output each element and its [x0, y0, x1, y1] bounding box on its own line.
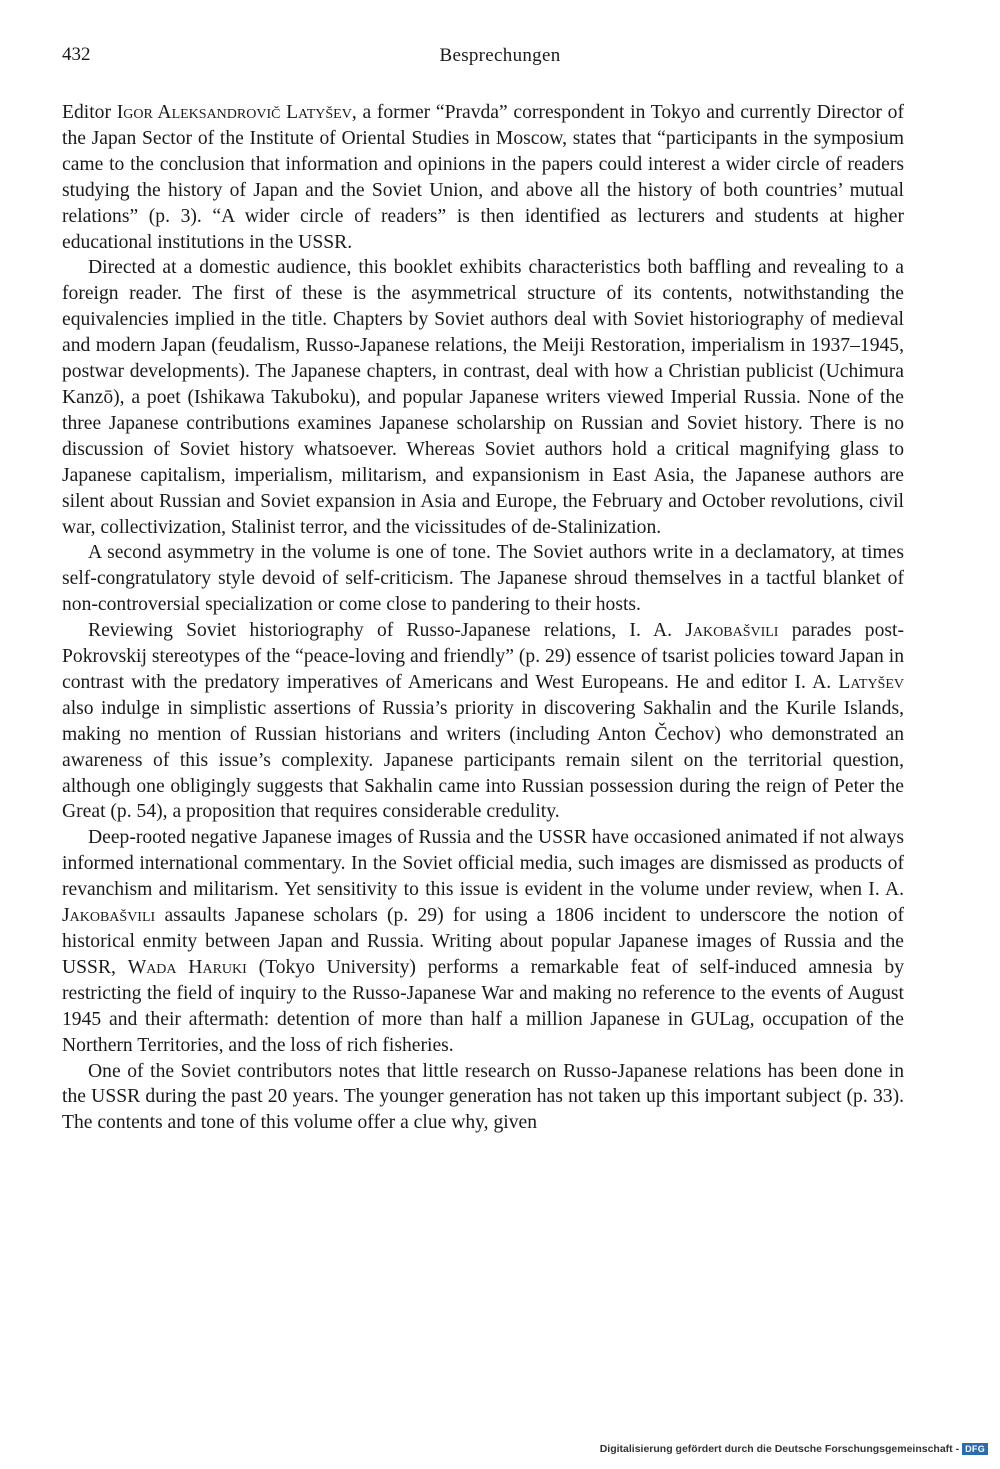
- paragraph: [62, 618, 904, 825]
- paragraph: [62, 255, 904, 540]
- author-name: Wada Haruki: [127, 956, 247, 978]
- paragraph-text: parades post-Pokrovskij stereotypes of the “peace-loving and friendly” (p. 29) essence of tsarist policies toward Japan in contrast with the predatory imperatives of Americans and West Europeans. He and editor I. A.: [62, 620, 904, 693]
- paragraph: [62, 825, 904, 1058]
- paragraph: [62, 540, 904, 618]
- paragraph-text: One of the Soviet contributors notes that little research on Russo-Japanese relations has been done in the USSR during the past 20 years. The younger generation has not taken up this important subject (p. 33). The contents and tone of this volume offer a clue why, given: [62, 1060, 904, 1134]
- digitization-credit: [600, 1443, 988, 1455]
- paragraph-text: assaults Japanese scholars (p. 29) for using a 1806 incident to underscore the notion of historical enmity between Japan and Russia. Writing about popular Japanese images of Russia and the USSR,: [62, 905, 904, 978]
- paragraph-text: , a former “Pravda” correspondent in Tokyo and currently Director of the Japan Sector of the Institute of Oriental Studies in Moscow, states that “participants in the symposium came to the conclusion that information and opinions in the papers could interest a wider circle of readers studying the history of Japan and the Soviet Union, and above all the history of both countries’ mutual relations” (p. 3). “A wider circle of readers” is then identified as lecturers and students at higher educational institutions in the USSR.: [62, 102, 905, 253]
- running-head: Besprechungen: [439, 45, 561, 66]
- article-body: [62, 100, 904, 1136]
- page-number: 432: [62, 44, 91, 65]
- author-name: Jakobašvili: [62, 905, 156, 927]
- author-name: Igor Aleksandrovič Latyšev: [116, 102, 352, 123]
- credit-text: Digitalisierung gefördert durch die Deutsche Forschungsgemeinschaft -: [599, 1443, 960, 1455]
- dfg-logo: DFG: [962, 1443, 988, 1455]
- paragraph-text: Reviewing Soviet historiography of Russo-Japanese relations, I. A.: [88, 620, 686, 642]
- paragraph-text: also indulge in simplistic assertions of Russia’s priority in discovering Sakhalin and the Kurile Islands, making no mention of Russian historians and writers (including Anton Čechov) who demonstrated an awareness of this issue’s complexity. Japanese participants remain silent on the territorial question, although one obligingly suggests that Sakhalin came into Russian possession during the reign of Peter the Great (p. 54), a proposition that requires considerable credulity.: [62, 697, 904, 823]
- paragraph-text: Editor: [62, 102, 117, 123]
- paragraph: [62, 100, 904, 255]
- paragraph: [62, 1059, 904, 1137]
- paragraph-text: (Tokyo University) performs a remarkable feat of self-induced amnesia by restricting the field of inquiry to the Russo-Japanese War and making no reference to the events of August 1945 and their aftermath: detention of more than half a million Japanese in GULag, occupation of the Northern Territories, and the loss of rich fisheries.: [62, 956, 904, 1056]
- paragraph-text: Deep-rooted negative Japanese images of Russia and the USSR have occasioned animated if not always informed international commentary. In the Soviet official media, such images are dismissed as products of revanchism and militarism. Yet sensitivity to this issue is evident in the volume under review, when I. A.: [62, 827, 904, 901]
- paragraph-text: Directed at a domestic audience, this booklet exhibits characteristics both baffling and revealing to a foreign reader. The first of these is the asymmetrical structure of its contents, notwithstanding the equivalencies implied in the title. Chapters by Soviet authors deal with Soviet historiography of medieval and modern Japan (feudalism, Russo-Japanese relations, the Meiji Restoration, imperialism in 1937–1945, postwar developments). The Japanese chapters, in contrast, deal with how a Christian publicist (Uchimura Kanzō), a poet (Ishikawa Takuboku), and popular Japanese writers viewed Imperial Russia. None of the three Japanese contributions examines Japanese scholarship on Russian and Soviet history. There is no discussion of Soviet history whatsoever. Whereas Soviet authors hold a critical magnifying glass to Japanese capitalism, imperialism, militarism, and expansionism in East Asia, the Japanese authors are silent about Russian and Soviet expansion in Asia and Europe, the February and October revolutions, civil war, collectivization, Stalinist terror, and the vicissitudes of de-Stalinization.: [62, 257, 904, 538]
- author-name: Latyšev: [838, 671, 904, 693]
- author-name: Jakobašvili: [685, 620, 779, 642]
- paragraph-text: A second asymmetry in the volume is one of tone. The Soviet authors write in a declamatory, at times self-congratulatory style devoid of self-criticism. The Japanese shroud themselves in a tactful blanket of non-controversial specialization or come close to pandering to their hosts.: [62, 542, 904, 616]
